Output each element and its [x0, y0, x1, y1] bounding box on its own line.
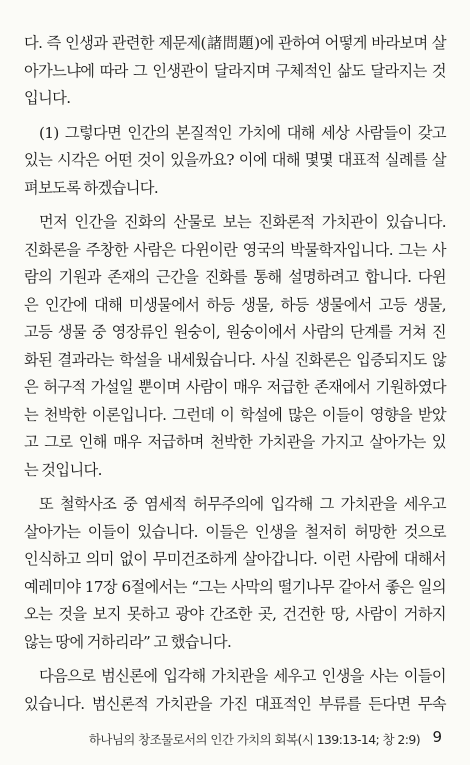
text-line: 입니다.: [24, 89, 71, 107]
text-line: 살아가는 이들이 있습니다. 이들은 인생을 철저히 허망한 것으로: [24, 522, 446, 541]
text-line: 진화론을 주창한 사람은 다윈이란 영국의 박물학자입니다. 그는 사: [24, 240, 446, 259]
text-line: 은 허구적 가설일 뿐이며 사람이 매우 저급한 존재에서 기원하였다: [24, 378, 446, 396]
paragraph-1: [24, 30, 446, 113]
text-line: 은 인간에 대해 미생물에서 하등 생물, 하등 생물에서 고등 생물,: [24, 295, 446, 314]
text-line: 인식하고 의미 없이 무미건조하게 살아갑니다. 이런 사람에 대해서: [24, 550, 446, 568]
body-text: [24, 30, 446, 725]
text-line: 다. 즉 인생과 관련한 제문제(諸問題)에 관하여 어떻게 바라보며 살: [24, 34, 446, 52]
text-line: 다음으로 범신론에 입각해 가치관을 세우고 인생을 사는 이들이: [39, 667, 446, 685]
running-footer-title: 하나님의 창조물로서의 인간 가치의 회복(시 139:13-14; 창 2:9): [88, 732, 420, 747]
page-footer: [0, 728, 470, 750]
text-line: 있습니다. 범신론적 가치관을 가진 대표적인 부류를 든다면 무속: [24, 694, 446, 713]
paragraph-2: [24, 120, 446, 203]
text-line: 는 것입니다.: [24, 460, 102, 479]
text-line: 오는 것을 보지 못하고 광야 간조한 곳, 건건한 땅, 사람이 거하지: [24, 605, 446, 623]
text-line: 예레미야 17장 6절에서는 “그는 사막의 떨기나무 같아서 좋은 일의: [24, 577, 446, 596]
text-line: 화된 결과라는 학설을 내세웠습니다. 사실 진화론은 입증되지도 않: [24, 350, 446, 369]
page-number: 9: [432, 728, 442, 746]
text-line: 않는 땅에 거하리라” 고 했습니다.: [24, 632, 232, 651]
text-line: 람의 기원과 존재의 근간을 진화를 통해 설명하려고 합니다. 다윈: [24, 268, 446, 286]
text-line: 또 철학사조 중 염세적 허무주의에 입각해 그 가치관을 세우고: [39, 495, 446, 513]
text-line: 펴보도록 하겠습니다.: [24, 178, 159, 197]
paragraph-4: [24, 491, 446, 656]
paragraph-5: [24, 663, 446, 718]
text-line: 아가느냐에 따라 그 인생관이 달라지며 구체적인 삶도 달라지는 것: [24, 61, 446, 80]
text-line: (1) 그렇다면 인간의 본질적인 가치에 대해 세상 사람들이 갖고: [39, 123, 446, 142]
text-line: 있는 시각은 어떤 것이 있을까요? 이에 대해 몇몇 대표적 실례를 살: [24, 151, 446, 169]
paragraph-3: [24, 209, 446, 484]
text-line: 고등 생물 중 영장류인 원숭이, 원숭이에서 사람의 단계를 거쳐 진: [24, 323, 446, 341]
text-line: 고 그로 인해 매우 저급하며 천박한 가치관을 가지고 살아가는 있: [24, 433, 446, 451]
text-line: 먼저 인간을 진화의 산물로 보는 진화론적 가치관이 있습니다.: [39, 213, 446, 231]
text-line: 는 천박한 이론입니다. 그런데 이 학설에 많은 이들이 영향을 받았: [24, 405, 446, 424]
